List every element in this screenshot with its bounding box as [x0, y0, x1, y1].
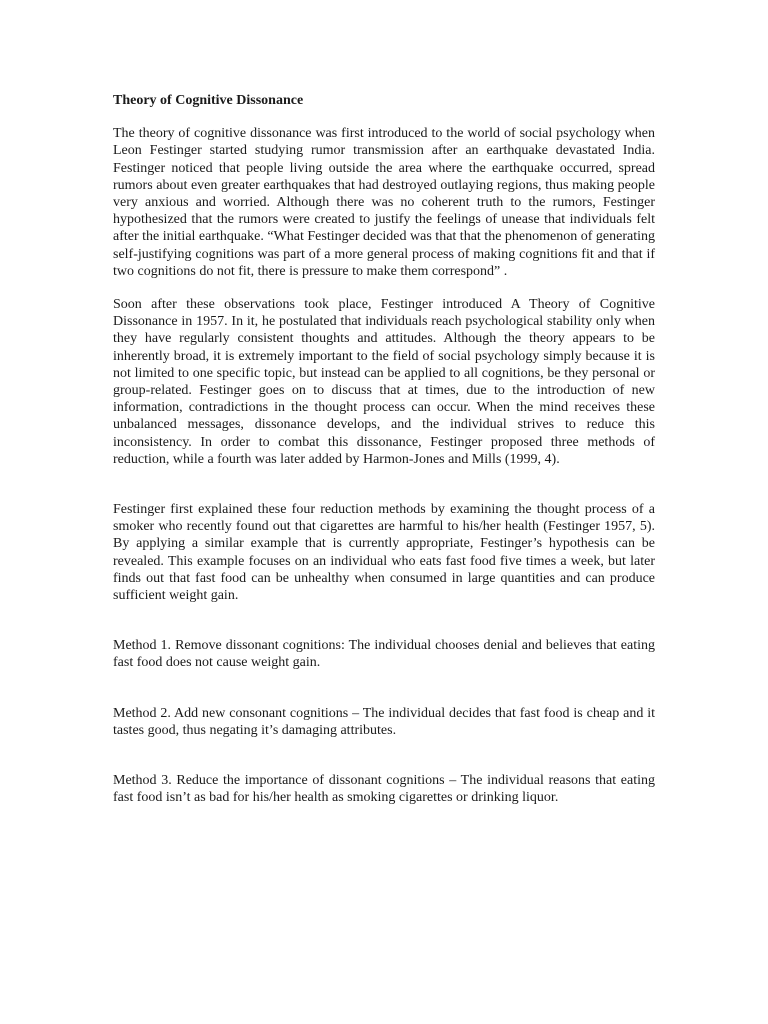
method-1: Method 1. Remove dissonant cognitions: The individual chooses denial and believes that eating fast food does not cause weight gain.: [113, 638, 655, 671]
document-title: Theory of Cognitive Dissonance: [113, 93, 304, 108]
paragraph-theory: Soon after these observations took place, Festinger introduced A Theory of Cognitive Dissonance in 1957. In it, he postulated that individuals reach psychological stability only when they have regularly consistent thoughts and attitudes. Although the theory appears to be inherently broad, it is extremely important to the field of social psychology simply because it is not limited to one specific topic, but instead can be applied to all cognitions, be they personal or group-related. Festinger goes on to discuss that at times, due to the introduction of new information, contradictions in the thought process can occur. When the mind receives these unbalanced messages, dissonance develops, and the individual strives to reduce this inconsistency. In order to combat this dissonance, Festinger proposed three methods of reduction, while a fourth was later added by Harmon-Jones and Mills (1999, 4).: [113, 297, 655, 467]
paragraph-reduction-methods: Festinger first explained these four reduction methods by examining the thought process of a smoker who recently found out that cigarettes are harmful to his/her health (Festinger 1957, 5). By applying a similar example that is currently appropriate, Festinger’s hypothesis can be revealed. This example focuses on an individual who eats fast food five times a week, but later finds out that fast food can be unhealthy when consumed in large quantities and can produce sufficient weight gain.: [113, 502, 655, 604]
document-page: [113, 92, 655, 840]
paragraph-introduction: The theory of cognitive dissonance was first introduced to the world of social psychology when Leon Festinger started studying rumor transmission after an earthquake devastated India. Festinger noticed that people living outside the area where the earthquake occurred, spread rumors about even greater earthquakes that had destroyed outlaying regions, thus making people very anxious and worried. Although there was no coherent truth to the rumors, Festinger hypothesized that the rumors were created to justify the feelings of unease that individuals felt after the initial earthquake. “What Festinger decided was that that the phenomenon of generating self-justifying cognitions was part of a more general process of making cognitions fit and that if two cognitions do not fit, there is pressure to make them correspond” .: [113, 126, 655, 279]
method-3: Method 3. Reduce the importance of dissonant cognitions – The individual reasons that eating fast food isn’t as bad for his/her health as smoking cigarettes or drinking liquor.: [113, 773, 655, 806]
method-2: Method 2. Add new consonant cognitions – The individual decides that fast food is cheap and it tastes good, thus negating it’s damaging attributes.: [113, 705, 655, 738]
